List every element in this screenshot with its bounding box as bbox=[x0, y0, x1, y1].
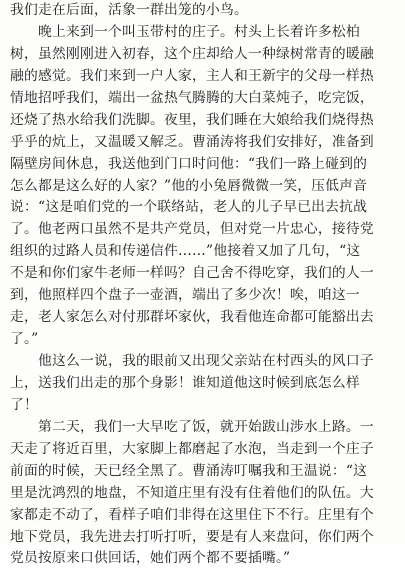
text-line: 了。” bbox=[10, 331, 39, 348]
text-line: 乎乎的炕上，又温暖又解乏。曹涌涛将我们安排好，准备到 bbox=[10, 133, 374, 150]
text-line: 他这么一说，我的眼前又出现父亲站在村西头的风口子 bbox=[10, 353, 374, 369]
text-line: 家都走不动了，看样子咱们非得在这里住下不行。庄里有个 bbox=[10, 506, 374, 523]
text-line: 隔壁房间休息，我送他到门口时问他：“我们一路上碰到的 bbox=[10, 155, 368, 172]
text-line: 我们走在后面，活象一群出笼的小鸟。 bbox=[10, 2, 248, 18]
text-line: 还烧了热水给我们洗脚。夜里，我们睡在大娘给我们烧得热 bbox=[10, 111, 374, 128]
text-line: 走，老人家怎么对付那群坏家伙，我看他连命都可能豁出去 bbox=[10, 309, 374, 326]
text-line: 天走了将近百里，大家脚上都磨起了水泡，当走到一个庄子 bbox=[10, 440, 374, 457]
text-line: 了！ bbox=[10, 396, 38, 413]
text-line: 不是和你们家牛老师一样吗？自己舍不得吃穿，我们的人一 bbox=[10, 265, 374, 282]
text-line: 地下党员，我先进去打听打听，要是有人来盘问，你们两个 bbox=[10, 528, 374, 545]
text-line: 怎么都是这么好的人家？”他的小兔唇微微一笑，压低声音 bbox=[10, 177, 368, 194]
text-line: 第二天，我们一大早吃了饭，就开始跋山涉水上路。一 bbox=[10, 418, 374, 435]
text-line: 树，虽然刚刚进入初春，这个庄却给人一种绿树常青的暖融 bbox=[10, 45, 374, 62]
text-line: 到，他照样四个盘子一壶酒，端出了多少次！唉，咱这一 bbox=[10, 287, 360, 304]
text-line: 晚上来到一个叫玉带村的庄子。村头上长着许多松柏 bbox=[10, 23, 360, 40]
text-line: 上，送我们出走的那个身影！谁知道他这时候到底怎么样 bbox=[10, 374, 360, 391]
text-line: 前面的时候，天已经全黑了。曹涌涛叮嘱我和王温说：“这 bbox=[10, 462, 368, 479]
text-line: 党员按原来口供回话，她们两个都不要插嘴。” bbox=[10, 550, 291, 567]
text-line: 融的感觉。我们来到一户人家，主人和王新宇的父母一样热 bbox=[10, 67, 374, 84]
text-line: 组织的过路人员和传递信件……”他接着又加了几句，“这 bbox=[10, 243, 361, 260]
body-text bbox=[10, 0, 398, 570]
text-line: 了。他老两口虽然不是共产党员，但对党一片忠心，接待党 bbox=[10, 221, 374, 238]
text-line: 里是沈鸿烈的地盘，不知道庄里有没有住着他们的队伍。大 bbox=[10, 484, 374, 501]
text-line: 情地招呼我们，端出一盆热气腾腾的大白菜炖子，吃完饭， bbox=[10, 89, 374, 106]
text-line: 说：“这是咱们党的一个联络站，老人的儿子早已出去抗战 bbox=[10, 199, 368, 216]
